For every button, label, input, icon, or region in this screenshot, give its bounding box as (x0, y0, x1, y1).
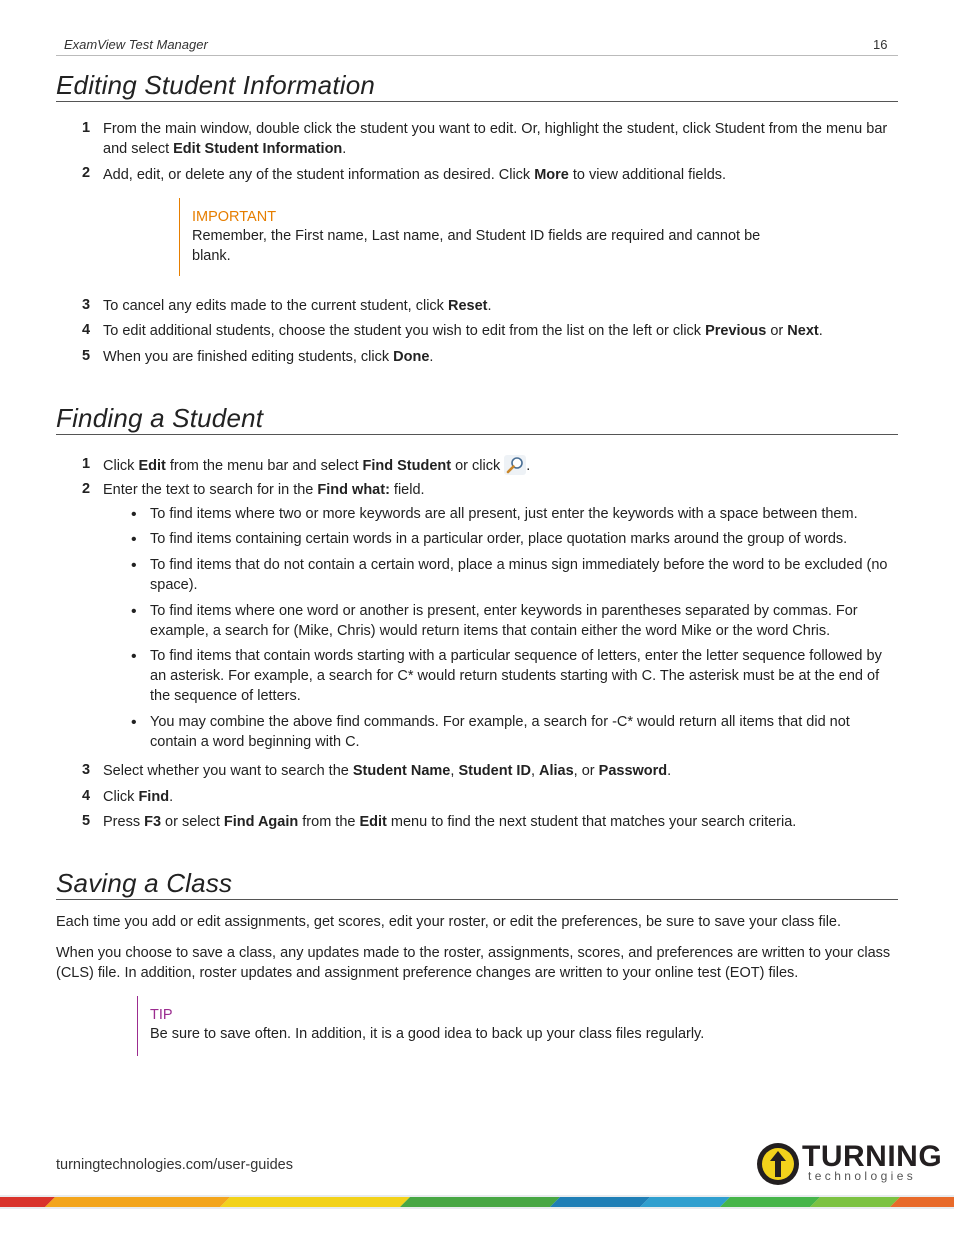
find-magnifier-icon (504, 455, 526, 475)
important-note-text: Remember, the First name, Last name, and Student ID fields are required and cannot be blank. (192, 228, 761, 264)
step-text: To edit additional students, choose the student you wish to edit from the list on the left or click Previous or Next. (103, 323, 823, 339)
body-paragraph: When you choose to save a class, any updates made to the roster, assignments, scores, and preferences are written to your class (CLS) file. In addition, roster updates and assignment preference changes are written to your online test (EOT) files. (56, 945, 891, 981)
step-text: Select whether you want to search the Student Name, Student ID, Alias, or Password. (103, 763, 672, 779)
step-text: Click Edit from the menu bar and select Find Student or click . (103, 455, 898, 476)
bullet-dot: • (131, 603, 137, 620)
bullet-text: To find items where one word or another is present, enter keywords in parentheses separated by commas. For example, a search for (Mike, Chris) would return items that contain either the word Mike or the word Chris. (150, 603, 858, 639)
section-heading-saving: Saving a Class (56, 868, 233, 898)
step-number: 1 (81, 120, 91, 136)
section-rule (56, 101, 898, 102)
bullet-dot: • (131, 648, 137, 665)
footer-color-stripe (0, 1195, 954, 1209)
section-heading-finding: Finding a Student (56, 403, 264, 433)
body-paragraph: Each time you add or edit assignments, get scores, edit your roster, or edit the preferences, be sure to save your class file. (56, 914, 842, 930)
step-text: Press F3 or select Find Again from the Edit menu to find the next student that matches your search criteria. (103, 814, 797, 830)
step-number: 2 (81, 481, 91, 497)
bullet-dot: • (131, 531, 137, 548)
bullet-text: To find items that do not contain a certain word, place a minus sign immediately before the word to be excluded (no space). (150, 557, 888, 593)
page-number: 16 (873, 37, 888, 52)
tip-note-text: Be sure to save often. In addition, it is a good idea to back up your class files regularly. (150, 1026, 705, 1042)
important-note-bar (179, 198, 180, 276)
bullet-dot: • (131, 506, 137, 523)
step-number: 2 (81, 165, 91, 181)
step-text: Add, edit, or delete any of the student information as desired. Click More to view additional fields. (103, 167, 727, 183)
step-text: When you are finished editing students, click Done. (103, 349, 434, 365)
running-header-title: ExamView Test Manager (64, 37, 208, 52)
step-number: 5 (81, 348, 91, 364)
section-heading-editing: Editing Student Information (56, 70, 376, 100)
step-text: To cancel any edits made to the current student, click Reset. (103, 298, 492, 314)
bullet-text: To find items that contain words starting with a particular sequence of letters, enter the letter sequence followed by an asterisk. For example, a search for C* would return students starting with C. The asterisk must be at the end of the sequence of letters. (150, 648, 882, 704)
step-number: 3 (81, 762, 91, 778)
section-rule (56, 434, 898, 435)
bullet-text: You may combine the above find commands. For example, a search for -C* would return all items that did not contain a word beginning with C. (150, 714, 850, 750)
footer-url: turningtechnologies.com/user-guides (56, 1157, 293, 1173)
bullet-text: To find items containing certain words in a particular order, place quotation marks around the group of words. (150, 531, 848, 547)
turning-technologies-logo (756, 1140, 943, 1188)
step-number: 5 (81, 813, 91, 829)
bullet-dot: • (131, 557, 137, 574)
step-text: Enter the text to search for in the Find what: field. (103, 482, 425, 498)
bullet-dot: • (131, 714, 137, 731)
step-text-span: Click Edit from the menu bar and select Find Student or click (103, 458, 501, 474)
bullet-text: To find items where two or more keywords are all present, just enter the keywords with a space between them. (150, 506, 858, 522)
important-label: IMPORTANT (192, 209, 277, 225)
step-text: From the main window, double click the student you want to edit. Or, highlight the student, click Student from the menu bar and select Edit Student Information. (103, 121, 888, 157)
step-number: 3 (81, 297, 91, 313)
section-rule (56, 899, 898, 900)
logo-wordmark: TURNING (802, 1140, 943, 1173)
step-number: 1 (81, 456, 91, 472)
header-divider (56, 55, 898, 56)
logo-subtitle: technologies (808, 1169, 917, 1183)
tip-note-bar (137, 996, 138, 1056)
step-number: 4 (81, 322, 91, 338)
step-number: 4 (81, 788, 91, 804)
step-text: Click Find. (103, 789, 174, 805)
tip-label: TIP (150, 1007, 173, 1023)
